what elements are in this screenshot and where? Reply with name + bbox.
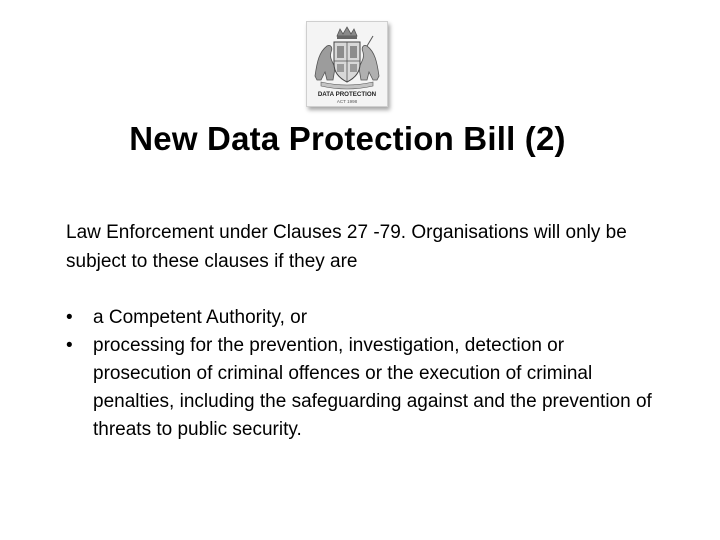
list-item bbox=[66, 304, 666, 332]
list-item-text: processing for the prevention, investigation, detection or prosecution of criminal offences or the execution of criminal penalties, including the safeguarding against and the prevention of threats to public security. bbox=[93, 335, 652, 440]
logo-subtext: ACT 1998 bbox=[336, 99, 358, 104]
page-title: New Data Protection Bill (2) bbox=[129, 120, 566, 157]
bullet-glyph: • bbox=[66, 307, 73, 328]
intro-paragraph: Law Enforcement under Clauses 27 -79. Organisations will only be subject to these clauses if they are bbox=[66, 222, 627, 272]
list-item bbox=[66, 332, 666, 444]
royal-coat-of-arms-icon bbox=[307, 22, 387, 106]
data-protection-logo bbox=[306, 21, 388, 107]
bullet-glyph: • bbox=[66, 335, 73, 356]
bullet-list bbox=[66, 304, 666, 444]
logo-text: DATA PROTECTION bbox=[317, 91, 377, 98]
list-item-text: a Competent Authority, or bbox=[93, 307, 308, 328]
